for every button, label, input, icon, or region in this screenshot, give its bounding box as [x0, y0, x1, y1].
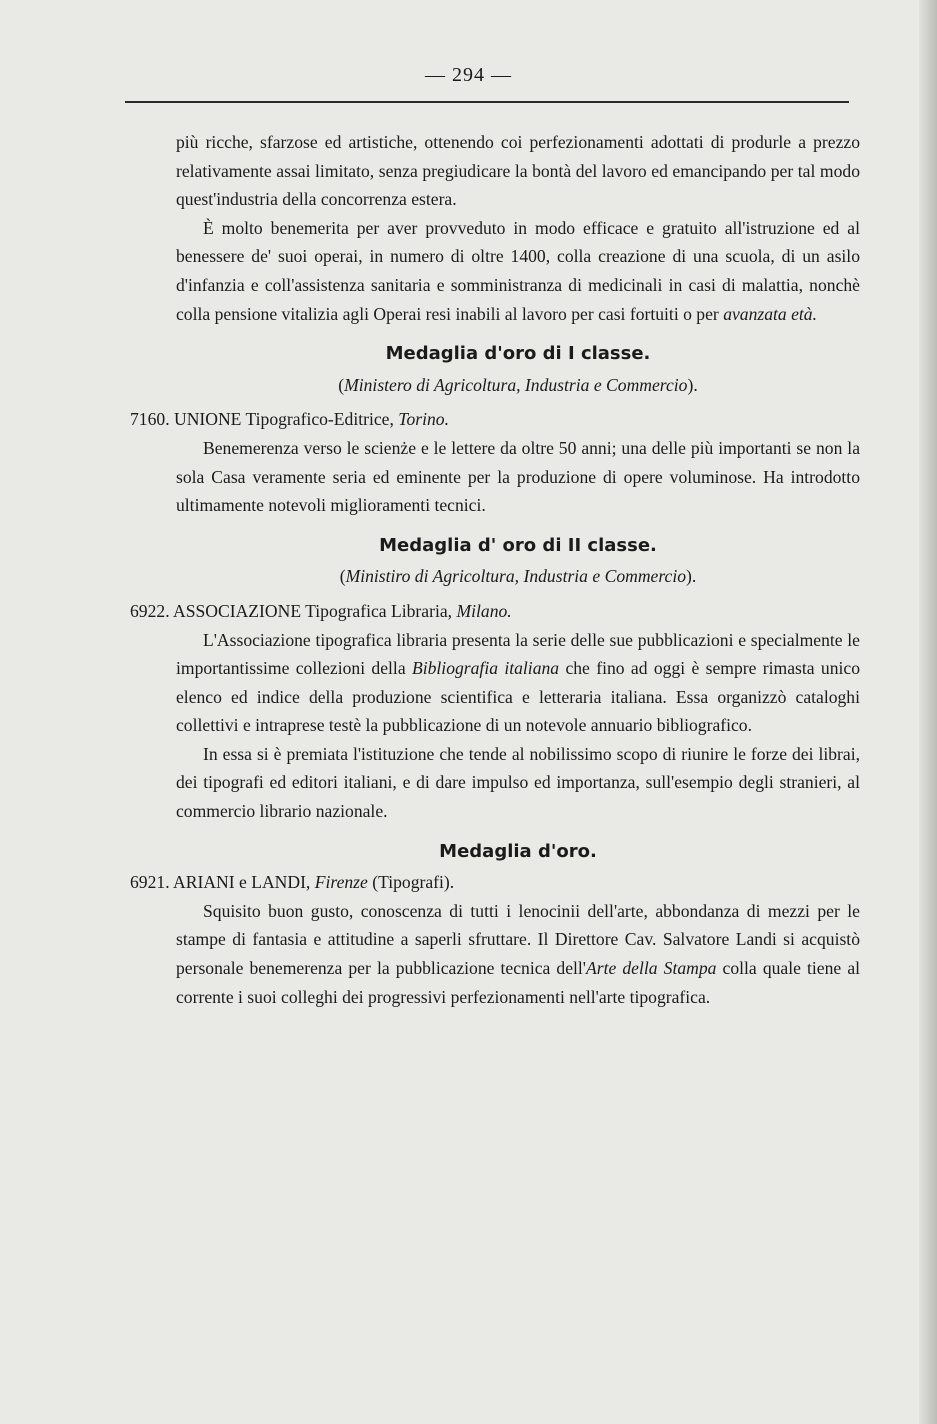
entry-body-6921: Squisito buon gusto, conoscenza di tutti i lenocinii dell'arte, abbondanza di mezzi per le stampe di fantasia e attitudine a saperli sfruttare. Il Direttore Cav. Salvatore Landi si acquistò personale benemerenza per la pubblicazione tecnica dell'Arte della Stampa colla quale tiene al corrente i suoi colleghi dei progressivi perfezionamenti nell'arte tipografica.	[176, 900, 861, 1007]
entry-body-7160: Benemerenza verso le scienże e le lettere da oltre 50 anni; una delle più importanti se non la sola Casa veramente seria ed eminente per la produzione di opere voluminose. Ha introdotto ultimamente notevoli miglioramenti tecnici.	[176, 437, 860, 516]
section-heading-gold-first-class: Medaglia d'oro di I classe.	[385, 343, 651, 365]
paragraph-welfare	[176, 214, 860, 328]
entry-number: 6922.	[130, 600, 170, 621]
entry-number: 7160.	[130, 409, 170, 430]
entry-name: ARIANI e LANDI,	[173, 872, 311, 893]
entry-city: Milano.	[456, 600, 512, 621]
entry-name: ASSOCIAZIONE Tipografica Libraria,	[173, 600, 453, 621]
entry-body-6922-b: In essa si è premiata l'istituzione che tende al nobilissimo scopo di riunire le forze dei librai, dei tipografi ed editori italiani, e di dare impulso ed importanza, sull'esempio degli stranieri, al commercio librario nazionale.	[176, 743, 860, 822]
entry-city: Firenze	[314, 872, 368, 893]
entry-heading-6921	[130, 868, 860, 897]
entry-category: (Tipografi).	[372, 872, 455, 893]
ministry-name: Ministiro di Agricoltura, Industria e Commercio	[345, 566, 687, 587]
entry-name: UNIONE Tipografico-Editrice,	[174, 409, 394, 430]
paragraph-welfare-text: È molto benemerita per aver provveduto in modo efficace e gratuito all'istruzione ed al benessere de' suoi operai, in numero di oltre 1400, colla creazione di una scuola, di un asilo d'infanzia e coll'assistenza sanitaria e somministranza di medicinali in casi di malattia, nonchè colla pensione vitalizia agli Operai resi inabili al lavoro per casi fortuiti o per	[176, 217, 860, 324]
title-italic: Arte della Stampa	[585, 958, 717, 979]
page-number: — 294 —	[425, 64, 512, 86]
ministry-name: Ministero di Agricoltura, Industria e Commercio	[344, 374, 688, 395]
page-edge	[919, 0, 937, 1424]
entry-number: 6921.	[130, 872, 170, 893]
header-rule	[125, 101, 849, 103]
section-ministry-line: (Ministiro di Agricoltura, Industria e Commercio).	[339, 566, 697, 587]
entry-body-6922-a: L'Associazione tipografica libraria presenta la serie delle sue pubblicazioni e specialmente le importantissime collezioni della Bibliografia italiana che fino ad oggi è sempre rimasta unico elenco ed indice della produzione scientifica e letteraria italiana. Essa organizzò cataloghi collettivi e intraprese testè la pubblicazione di un notevole annuario bibliografico.	[176, 629, 860, 736]
section-ministry-line: (Ministero di Agricoltura, Industria e Commercio).	[338, 374, 698, 395]
section-heading-gold: Medaglia d'oro.	[439, 840, 597, 862]
section-heading-gold-second-class: Medaglia d' oro di II classe.	[379, 534, 657, 556]
paragraph-continuation: più ricche, sfarzose ed artistiche, ottenendo coi perfezionamenti adottati di produrle a prezzo relativamente assai limitato, senza pregiudicare la bontà del lavoro ed emancipando per tal modo quest'industria della concorrenza estera.	[176, 132, 860, 210]
page-body	[130, 128, 861, 1011]
entry-heading-6922	[130, 597, 860, 626]
entry-city: Torino.	[398, 409, 449, 430]
entry-heading-7160	[130, 405, 860, 434]
paragraph-welfare-italic: avanzata età.	[723, 303, 818, 324]
title-italic: Bibliografia italiana	[411, 658, 560, 679]
